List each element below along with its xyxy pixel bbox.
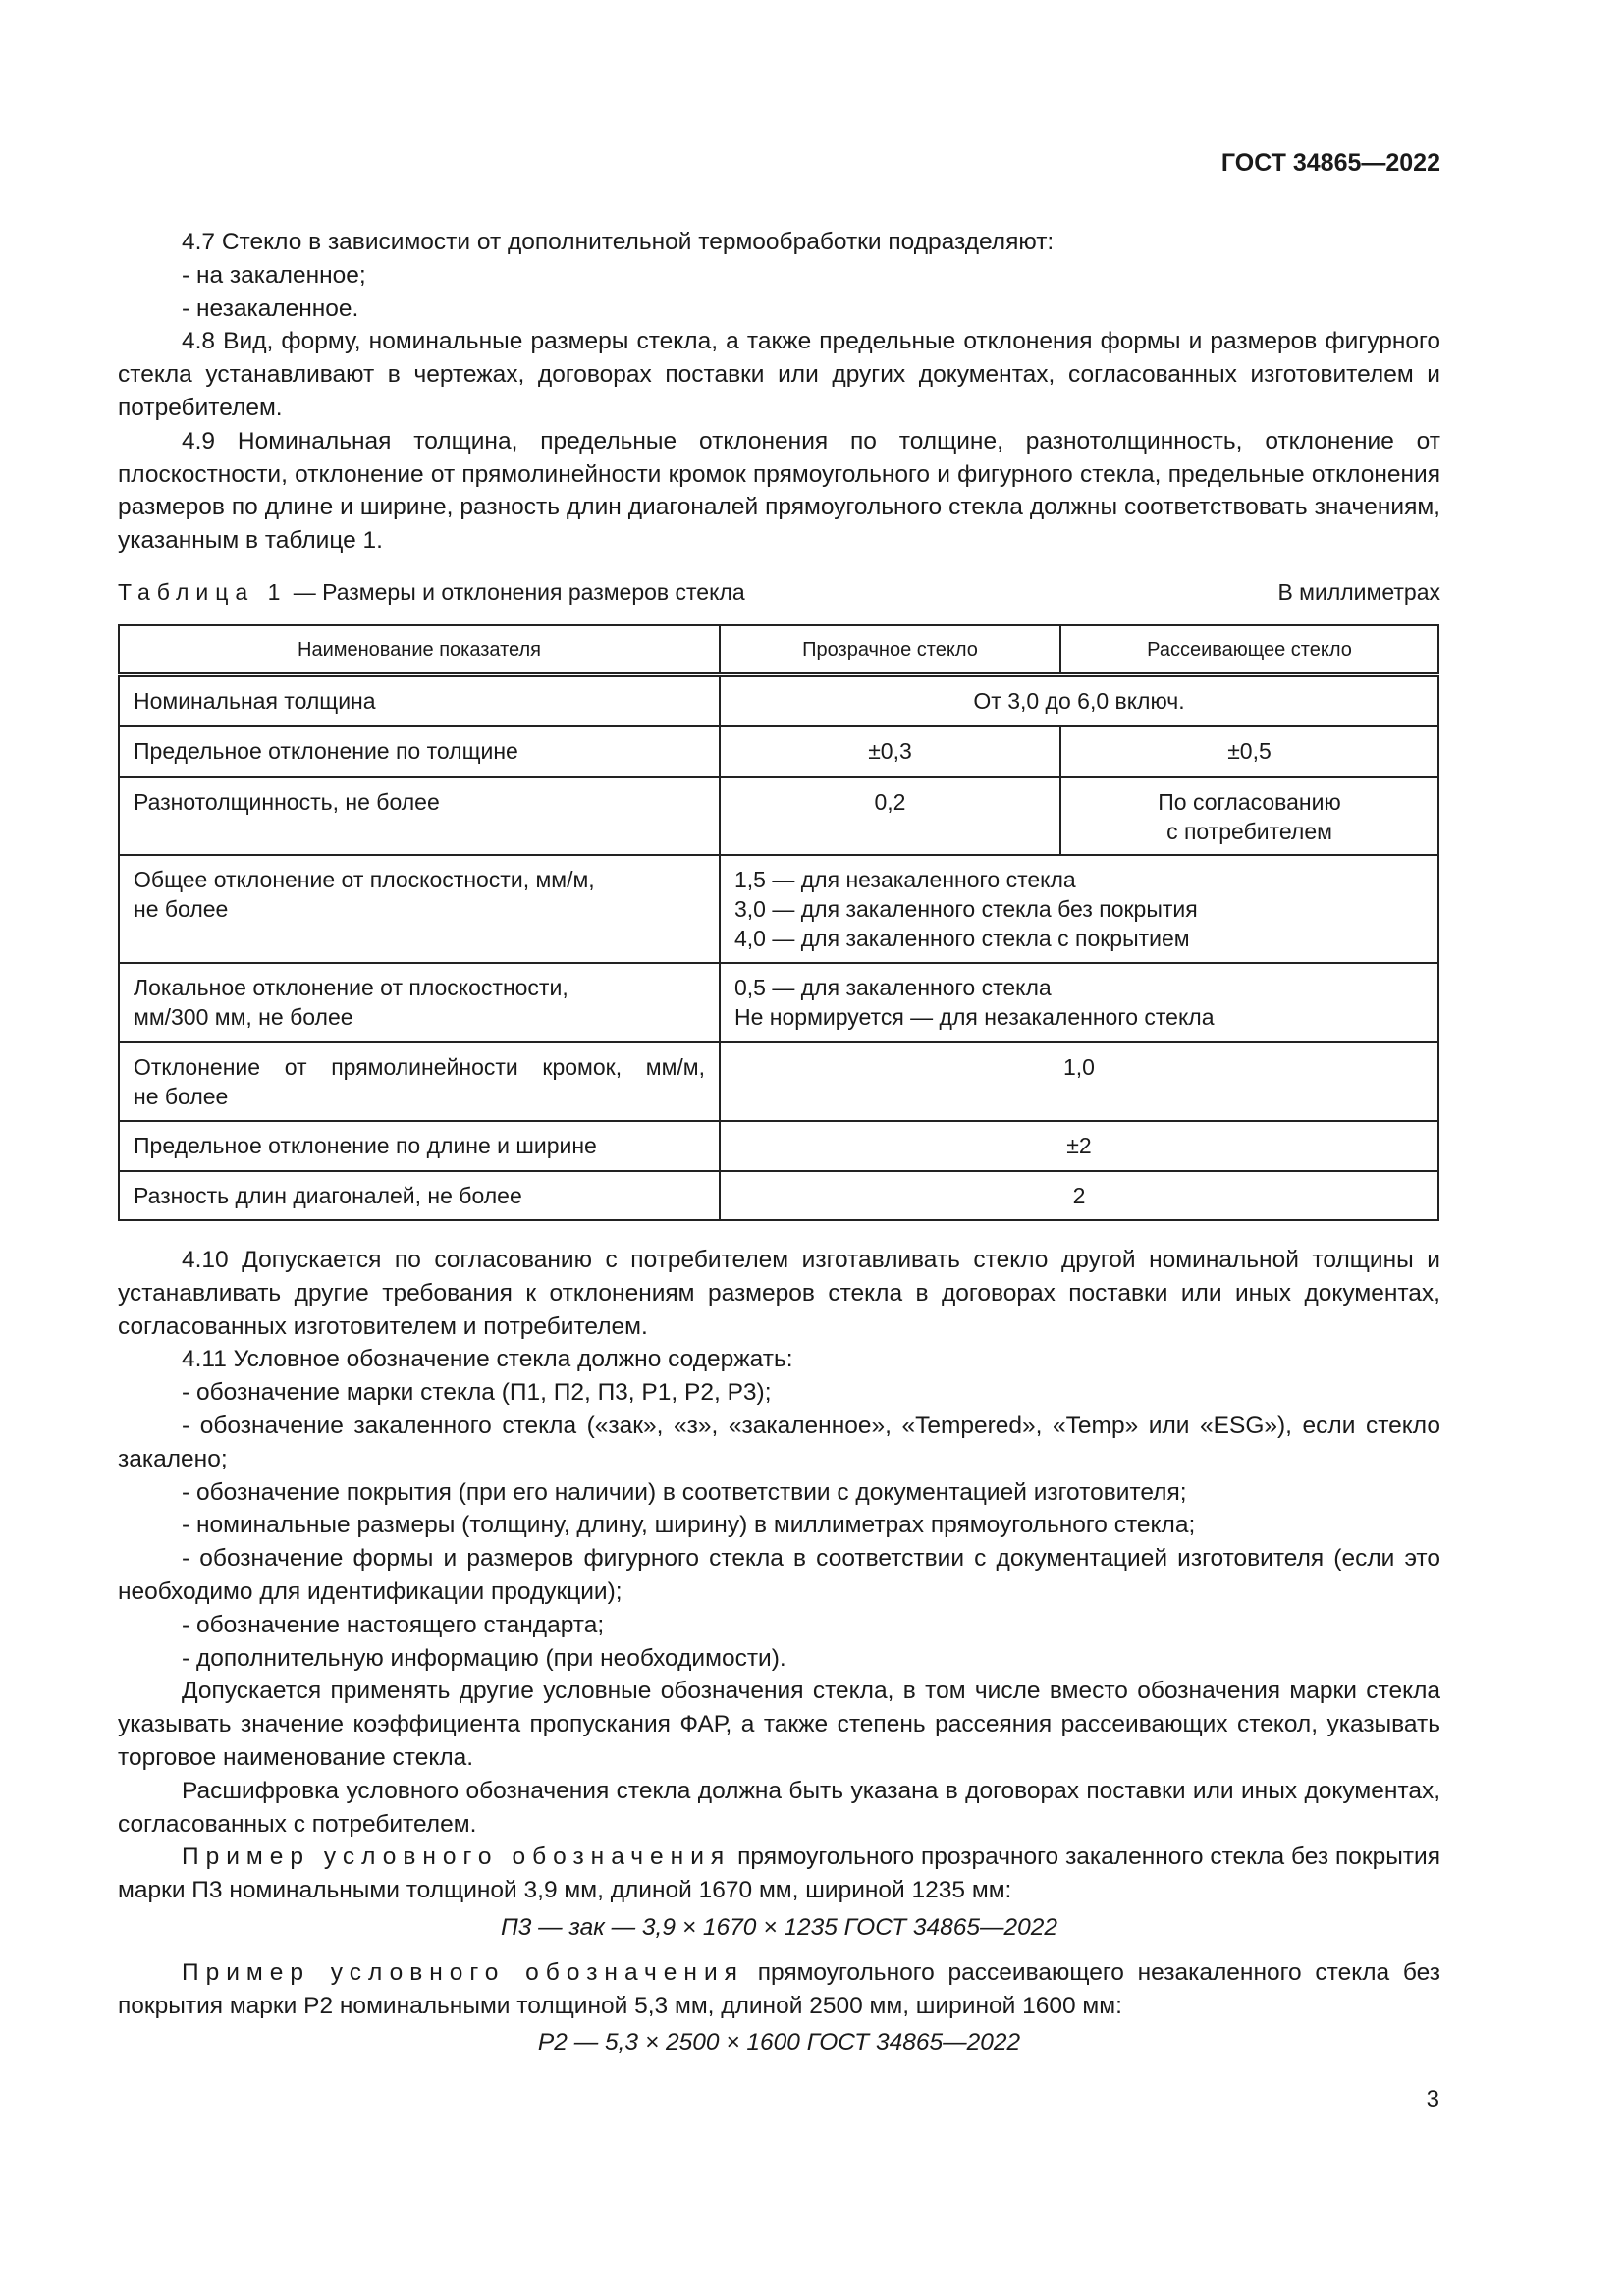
row-value: ±2 bbox=[720, 1121, 1438, 1171]
paragraph-4-9: 4.9 Номинальная толщина, предельные отклонения по толщине, разнотолщинность, отклонение от плоскостности, отклонение от прямолинейности кромок прямоугольного и фигурного стекла, предельные отклонения размеров по длине и ширине, разность длин диагоналей прямоугольного стекла должны соответствовать значениям, указанным в таблице 1. bbox=[118, 427, 1440, 555]
table-title bbox=[118, 579, 745, 606]
example-label: Пример условного обозначения bbox=[182, 1843, 731, 1871]
table-header-row bbox=[119, 625, 1438, 675]
example-text: прямоугольного прозрачного закаленного стекла без покрытия марки П3 номинальными толщиной 3,9 мм, длиной 1670 мм, шириной 1235 мм: bbox=[118, 1843, 1440, 1904]
table-row bbox=[119, 726, 1438, 777]
table-row bbox=[119, 1171, 1438, 1220]
name-line: не более bbox=[134, 1083, 229, 1109]
row-value bbox=[720, 963, 1438, 1042]
value-line: 4,0 — для закаленного стекла с покрытием bbox=[734, 925, 1190, 951]
row-name: Предельное отклонение по длине и ширине bbox=[119, 1121, 720, 1171]
section-4-7-4-9 bbox=[118, 226, 1440, 558]
list-item: - обозначение формы и размеров фигурного стекла в соответствии с документацией изготовителя (если это необходимо для идентификации продукции); bbox=[118, 1545, 1440, 1605]
table-caption-title: — Размеры и отклонения размеров стекла bbox=[287, 579, 745, 605]
table-label: Таблица 1 bbox=[118, 579, 288, 605]
name-line: Локальное отклонение от плоскостности, bbox=[134, 974, 568, 1000]
paragraph-other-designations: Допускается применять другие условные обозначения стекла, в том числе вместо обозначения марки стекла указывать значение коэффициента пропускания ФАР, а также степень рассеяния рассеивающих стекол, указывать торговое наименование стекла. bbox=[118, 1678, 1440, 1771]
table-row bbox=[119, 675, 1438, 726]
value-line: с потребителем bbox=[1166, 818, 1332, 844]
row-value: 2 bbox=[720, 1171, 1438, 1220]
table-units: В миллиметрах bbox=[1277, 579, 1440, 605]
row-name: Номинальная толщина bbox=[119, 675, 720, 726]
example-1 bbox=[118, 1841, 1440, 1907]
example-label: Пример условного обозначения bbox=[182, 1958, 744, 1986]
table-row bbox=[119, 963, 1438, 1042]
paragraph-decoding: Расшифровка условного обозначения стекла должна быть указана в договорах поставки или иных документах, согласованных с потребителем. bbox=[118, 1777, 1440, 1838]
row-value: От 3,0 до 6,0 включ. bbox=[720, 675, 1438, 726]
list-item: - обозначение настоящего стандарта; bbox=[182, 1611, 605, 1638]
diffuse-glass-value: ±0,5 bbox=[1060, 726, 1438, 777]
clear-glass-value: 0,2 bbox=[720, 777, 1060, 855]
row-value bbox=[720, 855, 1438, 963]
name-line: Общее отклонение от плоскостности, мм/м, bbox=[134, 866, 595, 892]
value-line: 0,5 — для закаленного стекла bbox=[734, 974, 1052, 1000]
row-name: Предельное отклонение по толщине bbox=[119, 726, 720, 777]
paragraph-4-8: 4.8 Вид, форму, номинальные размеры стекла, а также предельные отклонения формы и размеров фигурного стекла устанавливают в чертежах, договорах поставки или других документах, согласованных изготовителем и потребителем. bbox=[118, 328, 1440, 421]
table-row bbox=[119, 777, 1438, 855]
value-line: Не нормируется — для незакаленного стекла bbox=[734, 1003, 1215, 1030]
header-cell: Наименование показателя bbox=[119, 625, 720, 675]
header-cell: Рассеивающее стекло bbox=[1060, 625, 1438, 675]
table-caption bbox=[118, 579, 1440, 606]
document-code-header: ГОСТ 34865—2022 bbox=[1220, 149, 1440, 177]
row-name: Разность длин диагоналей, не более bbox=[119, 1171, 720, 1220]
row-name: Разнотолщинность, не более bbox=[119, 777, 720, 855]
value-line: 3,0 — для закаленного стекла без покрытия bbox=[734, 895, 1198, 922]
paragraph-4-7: 4.7 Стекло в зависимости от дополнительной термообработки подразделяют: bbox=[182, 229, 1055, 255]
paragraph-4-10: 4.10 Допускается по согласованию с потребителем изготавливать стекло другой номинальной толщины и устанавливать другие требования к отклонениям размеров стекла в договорах поставки или иных документах, согласованных изготовителем и потребителем. bbox=[118, 1247, 1440, 1340]
list-item: - номинальные размеры (толщину, длину, ширину) в миллиметрах прямоугольного стекла; bbox=[182, 1512, 1196, 1539]
table-row bbox=[119, 1042, 1438, 1121]
dimensions-table bbox=[118, 624, 1439, 1221]
row-value: 1,0 bbox=[720, 1042, 1438, 1121]
value-line: По согласованию bbox=[1158, 788, 1341, 815]
header-cell: Прозрачное стекло bbox=[720, 625, 1060, 675]
row-name bbox=[119, 963, 720, 1042]
list-item: - дополнительную информацию (при необходимости). bbox=[182, 1644, 786, 1672]
row-name bbox=[119, 855, 720, 963]
name-line: Отклонение от прямолинейности кромок, мм/м, bbox=[134, 1053, 705, 1080]
example-2-formula: Р2 — 5,3 × 2500 × 1600 ГОСТ 34865—2022 bbox=[537, 2029, 1021, 2056]
name-line: не более bbox=[134, 895, 229, 922]
name-line: мм/300 мм, не более bbox=[134, 1003, 353, 1030]
clear-glass-value: ±0,3 bbox=[720, 726, 1060, 777]
table-row bbox=[119, 1121, 1438, 1171]
list-item: - обозначение марки стекла (П1, П2, П3, Р1, Р2, Р3); bbox=[182, 1379, 772, 1407]
page-number: 3 bbox=[1426, 2086, 1439, 2112]
list-item: - обозначение покрытия (при его наличии) в соответствии с документацией изготовителя; bbox=[182, 1478, 1187, 1506]
paragraph-4-11: 4.11 Условное обозначение стекла должно содержать: bbox=[182, 1346, 793, 1373]
section-4-10-4-11 bbox=[118, 1244, 1440, 2071]
list-item: - незакаленное. bbox=[182, 294, 359, 322]
list-item: - обозначение закаленного стекла («зак», «з», «закаленное», «Tempered», «Temp» или «ESG»), если стекло закалено; bbox=[118, 1412, 1440, 1472]
list-item: - на закаленное; bbox=[182, 261, 366, 289]
row-name bbox=[119, 1042, 720, 1121]
example-2 bbox=[118, 1956, 1440, 2023]
diffuse-glass-value bbox=[1060, 777, 1438, 855]
value-line: 1,5 — для незакаленного стекла bbox=[734, 866, 1076, 892]
table-row bbox=[119, 855, 1438, 963]
example-text: прямоугольного рассеивающего незакаленного стекла без покрытия марки Р2 номинальными толщиной 5,3 мм, длиной 2500 мм, шириной 1600 мм: bbox=[118, 1958, 1440, 2019]
example-1-formula: П3 — зак — 3,9 × 1670 × 1235 ГОСТ 34865—2022 bbox=[501, 1913, 1057, 1941]
